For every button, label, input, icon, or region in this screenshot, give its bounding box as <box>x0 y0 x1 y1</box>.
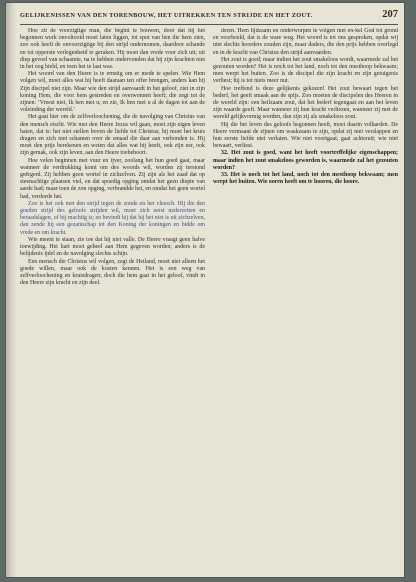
paragraph: Het woord van den Heere is te ernstig om er mede te spelen. Wie Hem volgen wil, moet alles wat hij heeft daaraan ten offer brengen, anders kan hij Zijn discipel niet zijn. Maar wie den strijd aanvaardt in het geloof, ziet in zijn koning Hem, die voor hem gestreden en overwonnen heeft; die zegt tot de zijnen: ‘Vreest niet, Ik ben met u; en zie, Ik ben met u al de dagen tot aan de voleinding der wereld.’ <box>20 71 205 114</box>
page-binding-shadow <box>6 3 16 577</box>
paragraph: Het gaat hier om de zelfverloochening, die de navolging van Christus van den mensch eischt. Wie met den Heere Jezus wil gaan, moet zijn eigen leven haten, dat is: het niet stellen boven de liefde tot Christus; hij moet het kruis dragen en zich niet schamen over de smaad die daar aan verbonden is. Hij moet den prijs berekenen en weten dat alles wat hij heeft, ook zijn eer, ook zijn gemak, ook zijn leven, aan den Heere toebehoort. <box>20 114 205 157</box>
paragraph: Hoe zit de voorzigtige man, die begint te bouwen, door dat hij het begonnen werk onvoltooid moet laten liggen, tot spot van hen die hem zien, zoo ook heeft de onvoorzigtige bij den strijd ondernomen, daardoor schande en tot opperste verlegenheid te geraken. Hij moet dan vrede voor zich uit; uit diep gevoel van schaamte, na te hebben ondervonden dat hij zijn krachten niet in het oog hield, en toen het te laat was. <box>20 28 205 71</box>
paragraph: Het zout is goed; maar indien het zout smakeloos wordt, waarmede zal het gezouten worden? Het is noch tot het land, noch tot den mesthoop bekwaam; men werpt het buiten. Zoo is de discipel die zijn kracht en zijn getuigenis verliest; hij is tot niets meer nut. <box>213 56 398 85</box>
verse-32: 32. Het zout is goed, want het heeft voortreffelijke eigenschappen; maar indien het zout smakeloos geworden is, waarmede zal het gezouten worden? <box>213 150 398 171</box>
running-head: GELIJKENISSEN VAN DEN TORENBOUW, HET UITREKKEN TEN STRIJDE EN HET ZOUT. <box>20 12 313 19</box>
paragraph: deren. Hem lijdzaam en onderworpen te volgen met en-kel God tot grond en voorbeeld, dat is de ware weg. Het woord is tot ons gesproken, opdat wij niet slechts hoorders zouden zijn, maar daders, die den prijs hebben overlegd en in de kracht van Christus den strijd aanvaarden. <box>213 28 398 56</box>
paragraph: Hij die het leven des geloofs begonnen heeft, moet daarin volharden. De Heere vermaant de zijnen om waakzaam te zijn, opdat zij niet verslappen en hun eerste liefde niet verlaten. Wie niet voortgaat, gaat achteruit; wie niet bewaart, verliest. <box>213 121 398 150</box>
paragraph: Hoe treffend is deze gelijkenis gekozen! Het zout bewaart tegen het bederf, het geeft smaak aan de spijs. Zoo moeten de discipelen des Heeren in de wereld zijn: een heilzaam zout, dat het bederf tegengaat en aan het leven zijn waarde geeft. Maar wanneer zij hun kracht verliezen, wanneer zij met de wereld gelijkvormig worden, dan zijn zij als smakeloos zout. <box>213 85 398 121</box>
left-column <box>20 28 205 573</box>
paragraph: Een mensch die Christus wil volgen, zegt de Heiland, moet niet alleen het goede willen, maar ook de kosten kennen. Het is een weg van zelfverloochening en kruisdragen; doch die hem gaat in het geloof, vindt in den Heere zijn kracht en zijn deel. <box>20 258 205 287</box>
marked-paragraph: Zoo is het ook met den strijd tegen de zonde en het vleesch. Hij die den goeden strijd des geloofs strijden wil, moet zich eerst nederzetten en beraadslagen, of hij machtig is; en bevindt hij dat hij het niet is uit zichzelven, dan zende hij een gezantschap tot den Koning der koningen en bidde om vrede en om kracht. <box>20 200 205 236</box>
header-rule <box>20 24 398 25</box>
page-header <box>20 9 398 23</box>
book-page <box>6 3 404 577</box>
page-number: 207 <box>382 9 398 20</box>
paragraph: Hoe velen beginnen met vuur en ijver, zoolang het hun goed gaat, maar wanneer de verdrukking komt om des woords wil, worden zij terstond geërgerd. Zij hebben geen wortel in zichzelven. Zij zijn als het zaad dat op steenachtige plaatsen viel, en dat spoedig opging omdat het geen diepte van aarde had; maar toen de zon opging, verbrandde het, en omdat het geen wortel had, verdorde het. <box>20 157 205 200</box>
text-columns <box>20 28 398 573</box>
verse-33: 33. Het is noch tot het land, noch tot den mesthoop bekwaam; men werpt het buiten. Wie ooren heeft om te hooren, die hoore. <box>213 172 398 186</box>
right-column <box>213 28 398 573</box>
paragraph: Wie meent te staan, zie toe dat hij niet valle. De Heere vraagt geen halve toewijding. Het hart moet geheel aan Hem gegeven worden; anders is de belijdenis ijdel en de navolging slechts schijn. <box>20 236 205 258</box>
